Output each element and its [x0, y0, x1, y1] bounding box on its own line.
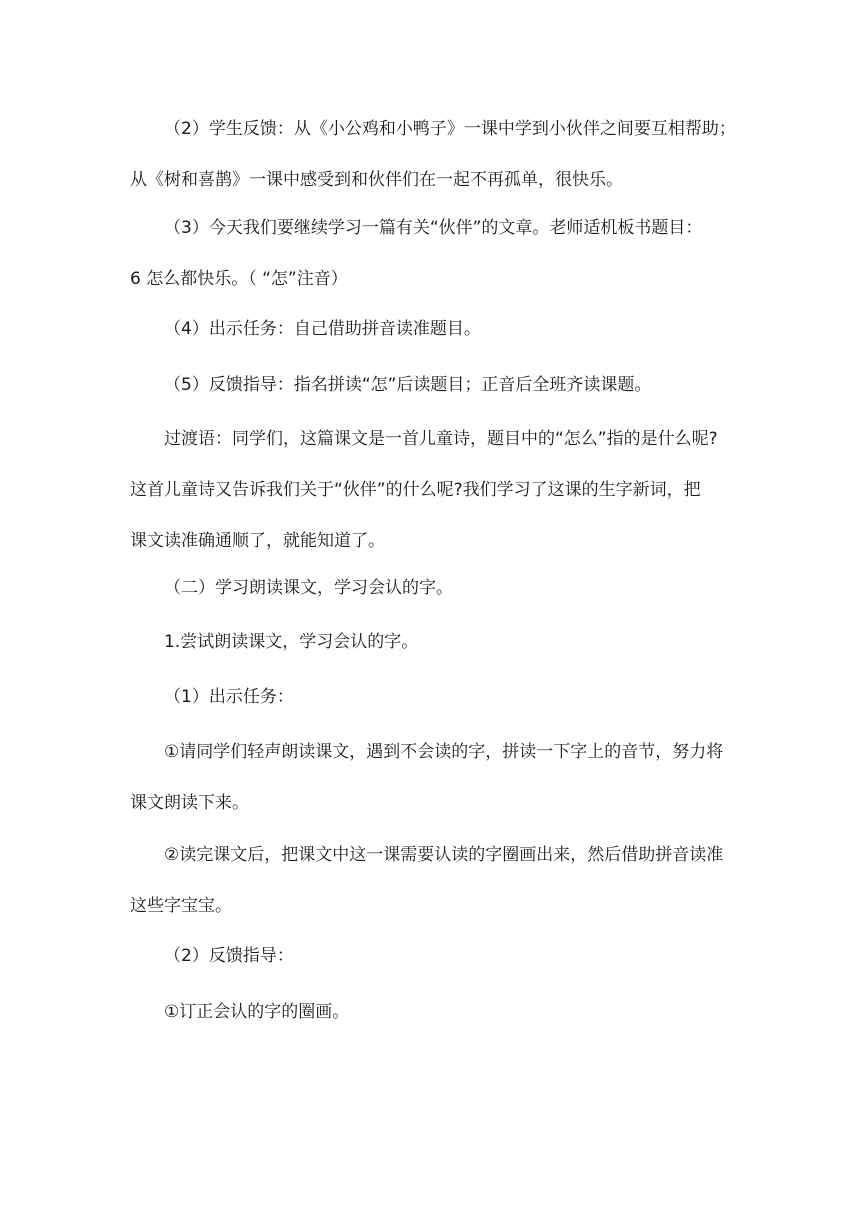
- paragraph-lesson-title: [130, 203, 734, 305]
- paragraph-line: （1）出示任务：: [164, 687, 294, 707]
- paragraph-transition: [130, 414, 734, 567]
- paragraph-line: （4）出示任务：自己借助拼音读准题目。: [164, 319, 481, 339]
- paragraph-line: 课文读准确通顺了，就能知道了。: [130, 531, 385, 551]
- paragraph-feedback-guidance: [130, 360, 734, 411]
- paragraph-line: ①订正会认的字的圈画。: [164, 1002, 350, 1022]
- paragraph-task-read-title: [130, 304, 734, 355]
- section-heading-reading: [130, 563, 734, 614]
- paragraph-line: 过渡语：同学们，这篇课文是一首儿童诗，题目中的“怎么”指的是什么呢?: [164, 429, 718, 449]
- list-item-circle-words: [130, 830, 734, 932]
- paragraph-student-feedback: [130, 104, 734, 206]
- paragraph-line: 从《树和喜鹊》一课中感受到和伙伴们在一起不再孤单，很快乐。: [130, 170, 623, 190]
- paragraph-line: ①请同学们轻声朗读课文，遇到不会读的字，拼读一下字上的音节，努力将: [164, 742, 724, 762]
- paragraph-line: 课文朗读下来。: [130, 793, 249, 813]
- list-item-correct-circling: [130, 987, 734, 1038]
- paragraph-line: 1.尝试朗读课文，学习会认的字。: [164, 632, 419, 652]
- paragraph-line: （2）学生反馈：从《小公鸡和小鸭子》一课中学到小伙伴之间要互相帮助；: [164, 119, 736, 139]
- paragraph-line: 这些字宝宝。: [130, 896, 232, 916]
- paragraph-line: 6 怎么都快乐。（ “怎”注音）: [130, 269, 348, 289]
- paragraph-line: （二）学习朗读课文，学习会认的字。: [164, 578, 453, 598]
- subsection-heading-try-reading: [130, 617, 734, 668]
- paragraph-line: （5）反馈指导：指名拼读“怎”后读题目；正音后全班齐读课题。: [164, 375, 652, 395]
- paragraph-show-task: [130, 672, 734, 723]
- paragraph-line: ②读完课文后，把课文中这一课需要认读的字圈画出来，然后借助拼音读准: [164, 845, 724, 865]
- paragraph-line: （2）反馈指导：: [164, 946, 294, 966]
- paragraph-feedback-guide: [130, 931, 734, 982]
- paragraph-line: 这首儿童诗又告诉我们关于“伙伴”的什么呢?我们学习了这课的生字新词，把: [130, 480, 701, 500]
- list-item-read-aloud: [130, 727, 734, 829]
- paragraph-line: （3）今天我们要继续学习一篇有关“伙伴”的文章。老师适机板书题目：: [164, 218, 703, 238]
